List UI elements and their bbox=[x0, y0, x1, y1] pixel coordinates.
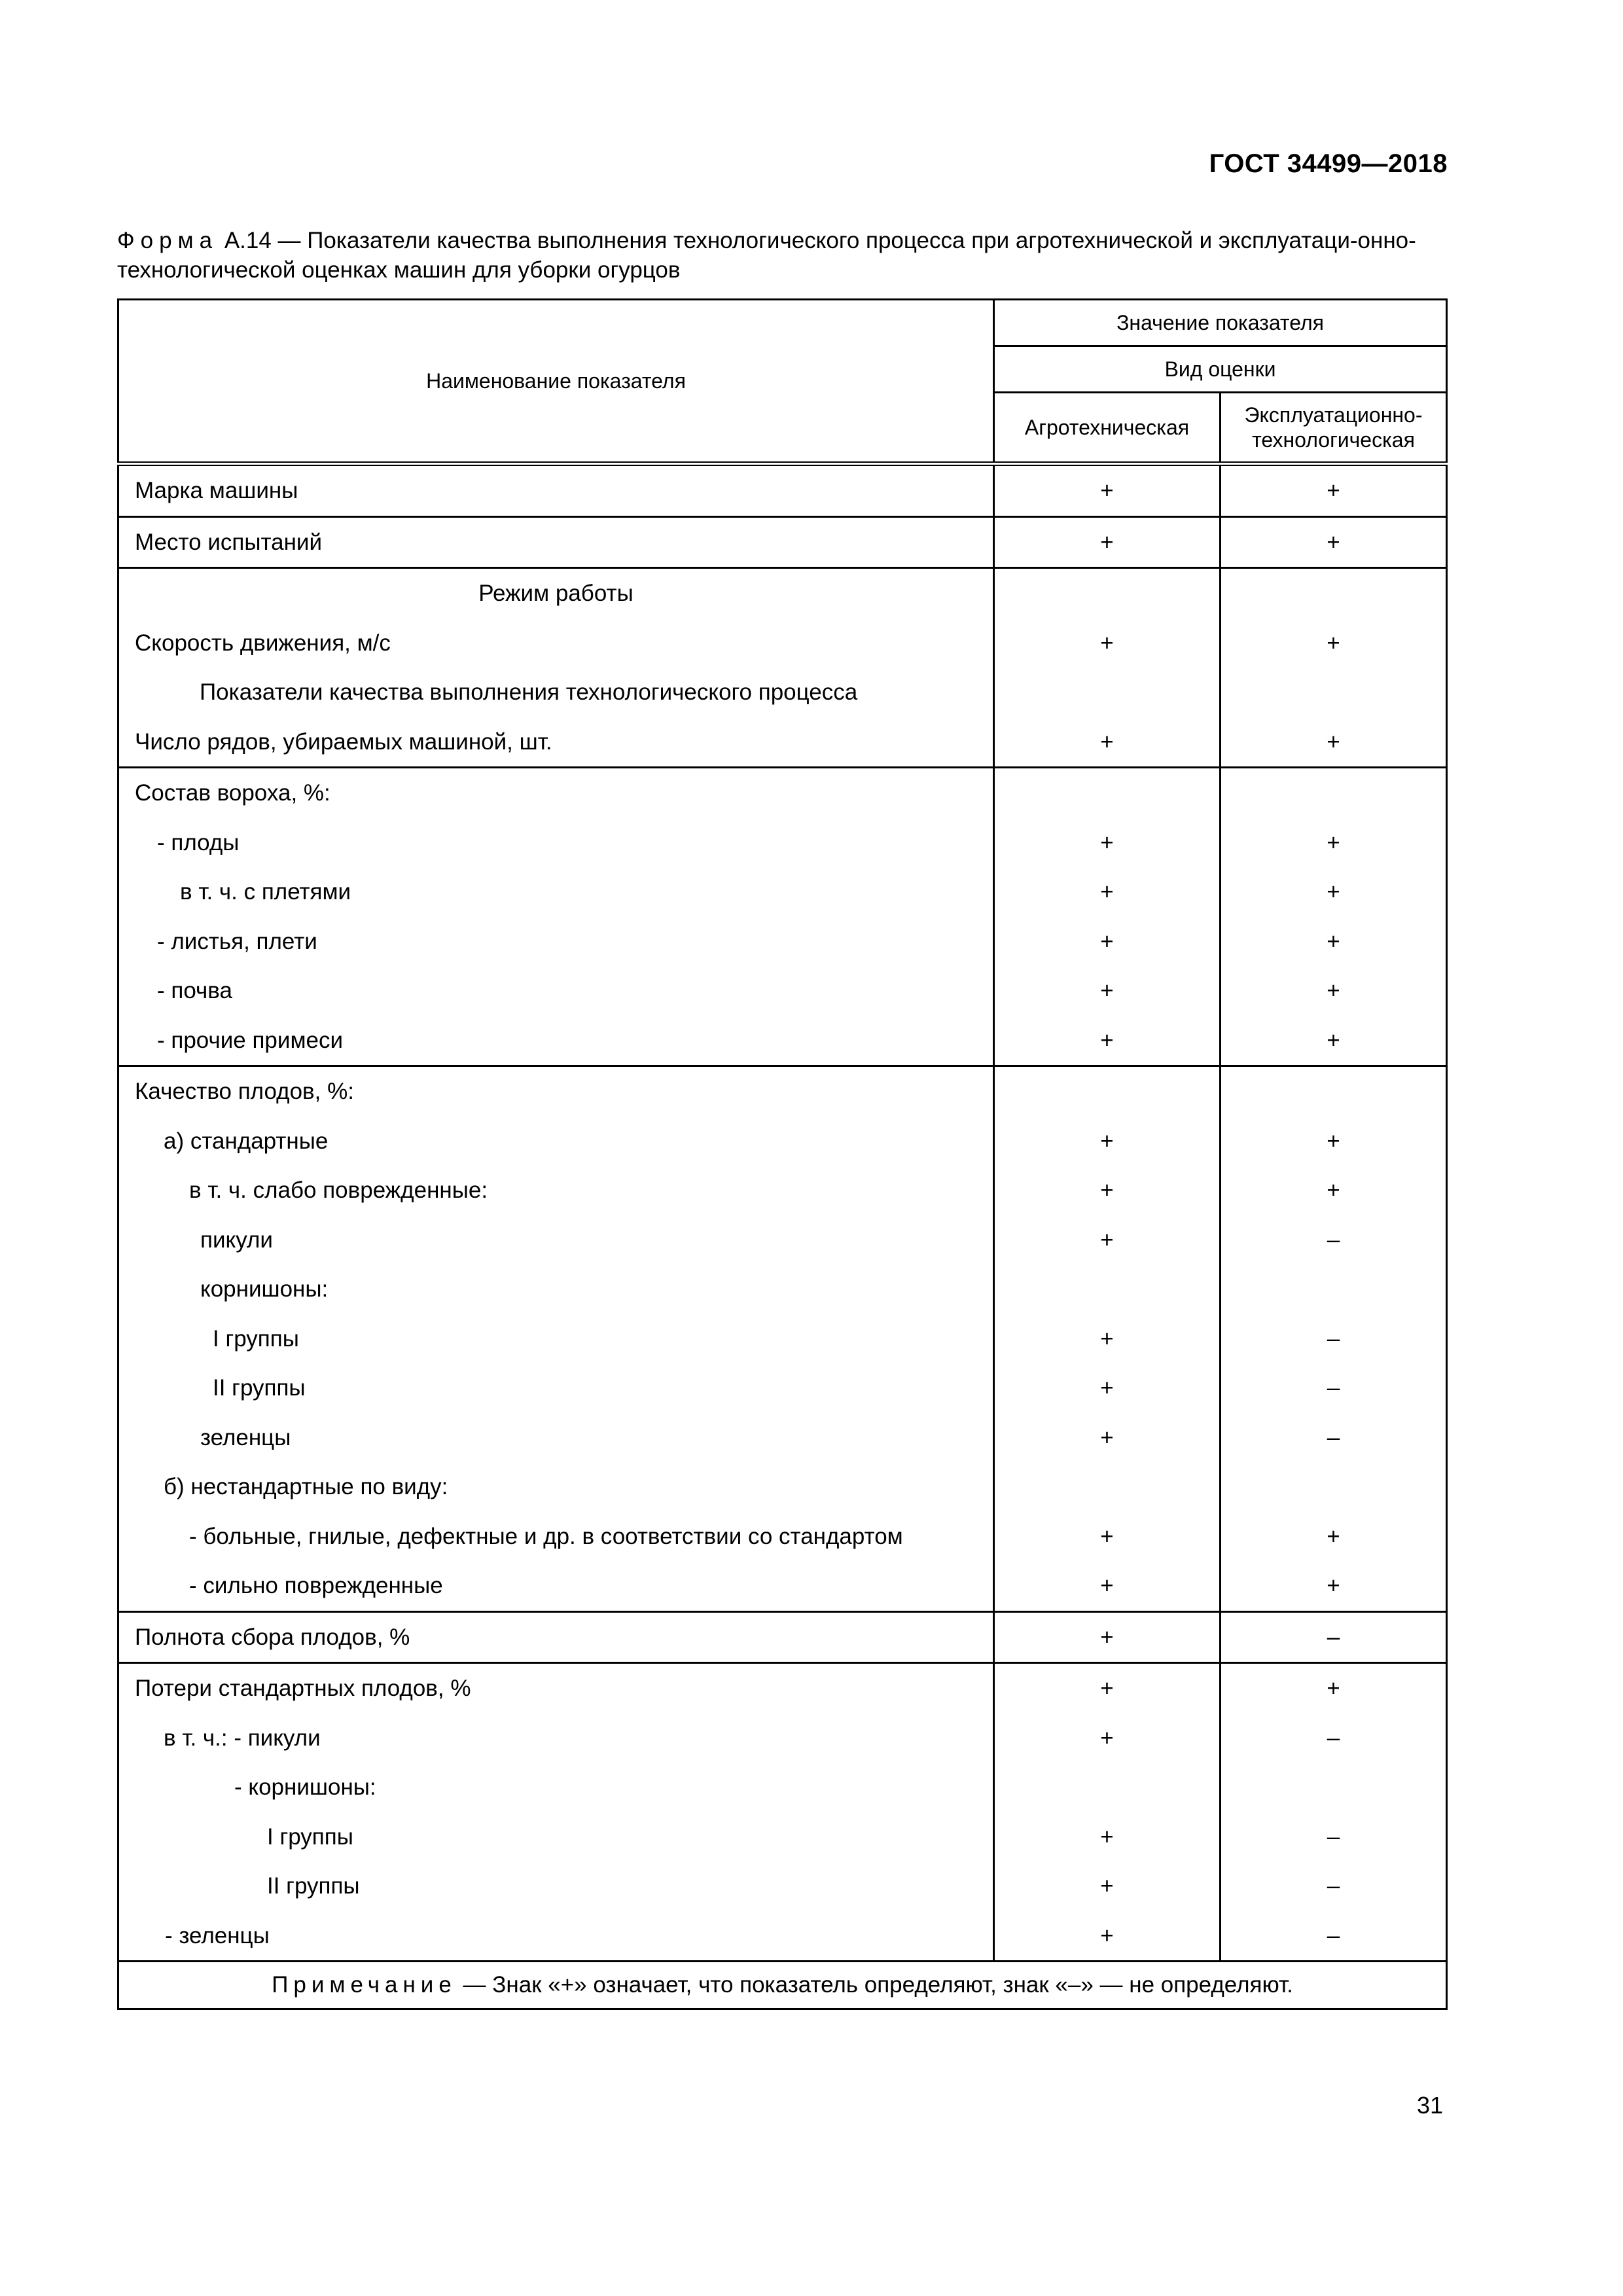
table-row-group bbox=[118, 1663, 1447, 1962]
form-label: Форма bbox=[117, 228, 219, 253]
expl-mark: + bbox=[1327, 829, 1340, 855]
agro-mark: + bbox=[1100, 478, 1114, 503]
expl-mark bbox=[1221, 1462, 1446, 1512]
header-indicator-name: Наименование показателя bbox=[118, 300, 994, 464]
row-label: в т. ч.: - пикули bbox=[164, 1725, 321, 1751]
agro-mark: + bbox=[1100, 1573, 1114, 1598]
row-label: - листья, плети bbox=[157, 928, 317, 954]
table-row-group bbox=[118, 568, 1447, 768]
expl-mark: + bbox=[1327, 1027, 1340, 1053]
agro-mark: + bbox=[1100, 1725, 1114, 1751]
document-code: ГОСТ 34499—2018 bbox=[1209, 149, 1448, 178]
expl-mark: – bbox=[1327, 1922, 1340, 1948]
expl-cell bbox=[1221, 464, 1447, 517]
header-evaluation-type: Вид оценки bbox=[994, 346, 1447, 393]
agro-mark: + bbox=[1100, 928, 1114, 954]
row-label: Скорость движения, м/с bbox=[135, 630, 391, 656]
agro-mark: + bbox=[1100, 1375, 1114, 1401]
expl-mark bbox=[1221, 1763, 1446, 1812]
expl-cell bbox=[1221, 768, 1447, 1066]
section-heading: Показатели качества выполнения технологического процесса bbox=[200, 679, 858, 705]
row-label: - зеленцы bbox=[165, 1922, 270, 1948]
table-row-group bbox=[118, 768, 1447, 1066]
expl-mark: – bbox=[1327, 1424, 1340, 1450]
row-label-cell bbox=[118, 568, 994, 768]
agro-mark: + bbox=[1100, 630, 1114, 656]
agro-mark: + bbox=[1100, 1128, 1114, 1154]
expl-mark: + bbox=[1327, 529, 1340, 555]
expl-mark: + bbox=[1327, 728, 1340, 755]
expl-cell bbox=[1221, 1663, 1447, 1962]
note-label: Примечание bbox=[272, 1972, 457, 1998]
agro-mark: + bbox=[1100, 1823, 1114, 1850]
row-label: Число рядов, убираемых машиной, шт. bbox=[135, 728, 552, 755]
expl-mark: – bbox=[1327, 1873, 1340, 1899]
expl-cell bbox=[1221, 516, 1447, 568]
row-label: б) нестандартные по виду: bbox=[164, 1474, 448, 1499]
agro-cell bbox=[994, 1066, 1221, 1612]
expl-mark: – bbox=[1327, 1823, 1340, 1850]
expl-cell bbox=[1221, 1066, 1447, 1612]
expl-mark: + bbox=[1327, 928, 1340, 954]
row-label: I группы bbox=[213, 1325, 299, 1352]
form-title: — Показатели качества выполнения технологического процесса при агротехнической и эксплуатаци-онно-технологической оценках машин для уборки огурцов bbox=[117, 228, 1416, 283]
form-number: А.14 bbox=[224, 228, 272, 253]
row-label: Качество плодов, %: bbox=[135, 1079, 354, 1104]
row-label: в т. ч. слабо поврежденные: bbox=[189, 1177, 488, 1203]
header-value-group: Значение показателя bbox=[994, 300, 1447, 346]
row-label: - больные, гнилые, дефектные и др. в соответствии со стандартом bbox=[189, 1523, 903, 1549]
expl-mark: + bbox=[1327, 1523, 1340, 1549]
agro-mark bbox=[995, 1462, 1219, 1512]
agro-cell bbox=[994, 1663, 1221, 1962]
table-row-group bbox=[118, 1066, 1447, 1612]
agro-mark bbox=[995, 1067, 1219, 1117]
agro-cell bbox=[994, 516, 1221, 568]
expl-mark: – bbox=[1327, 1227, 1340, 1253]
row-label: - корнишоны: bbox=[234, 1774, 376, 1800]
table-note bbox=[118, 1962, 1447, 2009]
agro-cell bbox=[994, 464, 1221, 517]
agro-mark bbox=[995, 668, 1219, 717]
agro-mark: + bbox=[1100, 1523, 1114, 1549]
row-label-cell bbox=[118, 1611, 994, 1663]
agro-mark: + bbox=[1100, 1624, 1114, 1650]
row-label: пикули bbox=[200, 1227, 273, 1253]
expl-mark: – bbox=[1327, 1325, 1340, 1352]
form-caption bbox=[117, 226, 1446, 285]
row-label: II группы bbox=[267, 1873, 360, 1899]
expl-mark bbox=[1221, 569, 1446, 619]
row-label: в т. ч. с плетями bbox=[180, 879, 351, 905]
expl-mark: + bbox=[1327, 478, 1340, 503]
header-agrotechnical: Агротехническая bbox=[994, 393, 1221, 464]
table-note-row bbox=[118, 1962, 1447, 2009]
row-label: - плоды bbox=[157, 829, 240, 855]
agro-cell bbox=[994, 768, 1221, 1066]
agro-mark: + bbox=[1100, 728, 1114, 755]
row-label: корнишоны: bbox=[200, 1276, 329, 1302]
agro-mark: + bbox=[1100, 1424, 1114, 1450]
expl-mark: + bbox=[1327, 1676, 1340, 1701]
agro-mark: + bbox=[1100, 1325, 1114, 1352]
row-label: а) стандартные bbox=[164, 1128, 329, 1154]
row-label-cell bbox=[118, 516, 994, 568]
expl-mark bbox=[1221, 668, 1446, 717]
expl-mark: + bbox=[1327, 879, 1340, 905]
expl-mark: + bbox=[1327, 1128, 1340, 1154]
expl-mark: – bbox=[1327, 1375, 1340, 1401]
agro-mark bbox=[995, 1763, 1219, 1812]
row-label: - почва bbox=[157, 978, 232, 1003]
expl-mark: – bbox=[1327, 1624, 1340, 1650]
expl-mark: + bbox=[1327, 1177, 1340, 1203]
agro-cell bbox=[994, 1611, 1221, 1663]
table-row bbox=[118, 464, 1447, 517]
table-row bbox=[118, 516, 1447, 568]
row-label: Место испытаний bbox=[135, 529, 323, 555]
indicators-table bbox=[117, 298, 1448, 2010]
table-row bbox=[118, 1611, 1447, 1663]
row-label-cell bbox=[118, 1066, 994, 1612]
row-label-cell bbox=[118, 464, 994, 517]
agro-mark: + bbox=[1100, 879, 1114, 905]
row-label: I группы bbox=[267, 1823, 353, 1850]
agro-cell bbox=[994, 568, 1221, 768]
indicators-table-wrapper bbox=[117, 298, 1446, 2010]
agro-mark bbox=[995, 1265, 1219, 1314]
agro-mark: + bbox=[1100, 1922, 1114, 1948]
agro-mark: + bbox=[1100, 978, 1114, 1003]
expl-mark: + bbox=[1327, 1573, 1340, 1598]
agro-mark: + bbox=[1100, 1027, 1114, 1053]
row-label: II группы bbox=[213, 1375, 306, 1401]
row-label: - прочие примеси bbox=[157, 1027, 344, 1053]
note-text: — Знак «+» означает, что показатель определяют, знак «–» — не определяют. bbox=[463, 1972, 1293, 1998]
row-label: Марка машины bbox=[135, 478, 298, 503]
header-operational: Эксплуатационно-технологическая bbox=[1221, 393, 1447, 464]
expl-mark: – bbox=[1327, 1725, 1340, 1751]
agro-mark bbox=[995, 569, 1219, 619]
expl-cell bbox=[1221, 1611, 1447, 1663]
expl-mark: + bbox=[1327, 630, 1340, 656]
row-label: Потери стандартных плодов, % bbox=[135, 1676, 471, 1701]
agro-mark: + bbox=[1100, 1227, 1114, 1253]
agro-mark: + bbox=[1100, 529, 1114, 555]
expl-cell bbox=[1221, 568, 1447, 768]
row-label: - сильно поврежденные bbox=[189, 1573, 443, 1598]
row-label-cell bbox=[118, 768, 994, 1066]
agro-mark: + bbox=[1100, 1177, 1114, 1203]
agro-mark: + bbox=[1100, 1676, 1114, 1701]
expl-mark bbox=[1221, 1067, 1446, 1117]
expl-mark bbox=[1221, 1265, 1446, 1314]
expl-mark bbox=[1221, 768, 1446, 818]
agro-mark: + bbox=[1100, 1873, 1114, 1899]
expl-mark: + bbox=[1327, 978, 1340, 1003]
page-number: 31 bbox=[1416, 2092, 1443, 2119]
row-label: Полнота сбора плодов, % bbox=[135, 1624, 410, 1650]
row-label: Состав вороха, %: bbox=[135, 780, 330, 806]
row-label: зеленцы bbox=[200, 1424, 291, 1450]
row-label-cell bbox=[118, 1663, 994, 1962]
agro-mark bbox=[995, 768, 1219, 818]
table-header-row bbox=[118, 300, 1447, 346]
agro-mark: + bbox=[1100, 829, 1114, 855]
section-heading: Режим работы bbox=[478, 581, 633, 606]
